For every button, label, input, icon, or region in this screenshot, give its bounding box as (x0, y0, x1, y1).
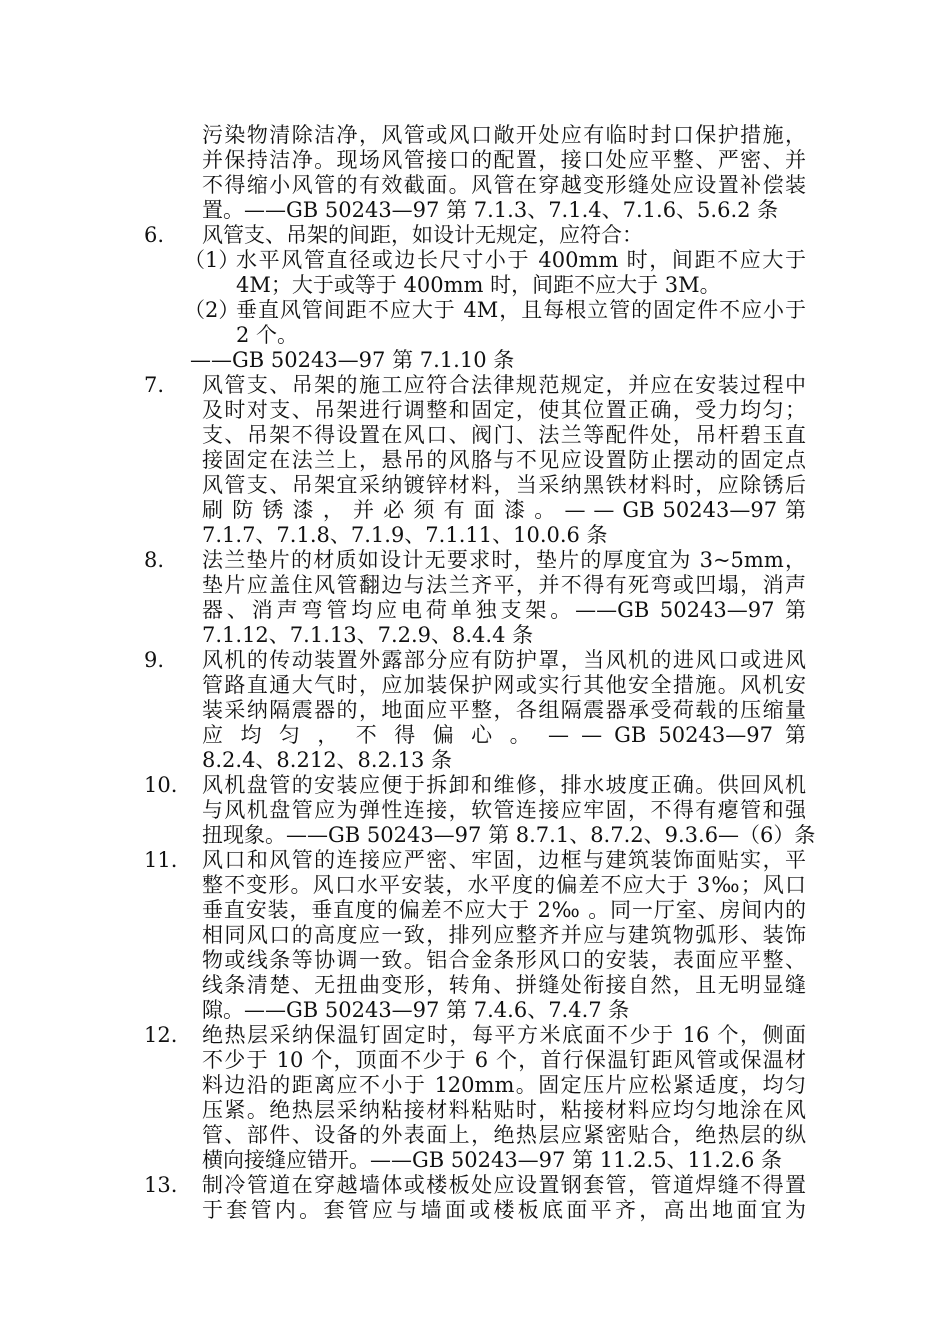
item-7-line: 支、吊架不得设置在风口、阀门、法兰等配件处，吊杆碧玉直 (202, 423, 806, 447)
item-10-line: 风机盘管的安装应便于拆卸和维修，排水坡度正确。供回风机 (202, 773, 806, 797)
item-8-line: 7.1.12、7.1.13、7.2.9、8.4.4 条 (202, 623, 534, 647)
item-11-number: 11. (144, 848, 178, 872)
intro-line-2: 并保持洁净。现场风管接口的配置，接口处应平整、严密、并 (202, 148, 806, 172)
item-8-line: 法兰垫片的材质如设计无要求时，垫片的厚度宜为 3~5mm， (202, 548, 806, 572)
item-7-line: 接固定在法兰上，悬吊的风胳与不见应设置防止摆动的固定点 (202, 448, 806, 472)
item-10-line: 扭现象。——GB 50243—97 第 8.7.1、8.7.2、9.3.6—（6）条 (202, 823, 816, 847)
item-11-line: 风口和风管的连接应严密、牢固，边框与建筑装饰面贴实，平 (202, 848, 806, 872)
item-11-line: 相同风口的高度应一致，排列应整齐并应与建筑物弧形、装饰 (202, 923, 806, 947)
item-10-number: 10. (144, 773, 178, 797)
item-7-line: 风管支、吊架宜采纳镀锌材料，当采纳黑铁材料时，应除锈后 (202, 473, 806, 497)
item-9-number: 9. (144, 648, 165, 672)
item-6-sub1-mark: （1） (184, 248, 240, 272)
item-6-sub1-line-1: 水平风管直径或边长尺寸小于 400mm 时，间距不应大于 (236, 248, 806, 272)
item-10-line: 与风机盘管应为弹性连接，软管连接应牢固，不得有瘪管和强 (202, 798, 806, 822)
item-13-number: 13. (144, 1173, 178, 1197)
item-11-line: 垂直安装，垂直度的偏差不应大于 2‰ 。同一厅室、房间内的 (202, 898, 806, 922)
item-11-line: 整不变形。风口水平安装，水平度的偏差不应大于 3‰；风口 (202, 873, 806, 897)
intro-line-1: 污染物清除洁净，风管或风口敞开处应有临时封口保护措施， (202, 123, 806, 147)
item-7-line: 7.1.7、7.1.8、7.1.9、7.1.11、10.0.6 条 (202, 523, 608, 547)
item-11-line: 线条清楚、无扭曲变形，转角、拼缝处衔接自然，且无明显缝 (202, 973, 806, 997)
item-7-line: 风管支、吊架的施工应符合法律规范规定，并应在安装过程中 (202, 373, 806, 397)
item-6-sub2-line-2: 2 个。 (236, 323, 299, 347)
item-6-text: 风管支、吊架的间距，如设计无规定，应符合： (202, 223, 643, 247)
item-8-line: 器、消声弯管均应电荷单独支架。——GB 50243—97 第 (202, 598, 806, 622)
item-6-reference: ——GB 50243—97 第 7.1.10 条 (190, 348, 515, 372)
item-12-line: 料边沿的距离应不小于 120mm。固定压片应松紧适度，均匀 (202, 1073, 806, 1097)
intro-line-4: 置。——GB 50243—97 第 7.1.3、7.1.4、7.1.6、5.6.2 条 (202, 198, 779, 222)
item-9-line: 风机的传动装置外露部分应有防护罩，当风机的进风口或进风 (202, 648, 806, 672)
item-7-line: 及时对支、吊架进行调整和固定，使其位置正确，受力均匀； (202, 398, 806, 422)
item-12-line: 管、部件、设备的外表面上，绝热层应紧密贴合，绝热层的纵 (202, 1123, 806, 1147)
item-13-line: 制冷管道在穿越墙体或楼板处应设置钢套管，管道焊缝不得置 (202, 1173, 806, 1197)
item-8-line: 垫片应盖住风管翻边与法兰齐平，并不得有死弯或凹塌，消声 (202, 573, 806, 597)
item-6-number: 6. (144, 223, 165, 247)
intro-line-3: 不得缩小风管的有效截面。风管在穿越变形缝处应设置补偿装 (202, 173, 806, 197)
item-6-sub2-mark: （2） (184, 298, 240, 322)
item-12-line: 横向接缝应错开。——GB 50243—97 第 11.2.5、11.2.6 条 (202, 1148, 783, 1172)
item-6-sub1-line-2: 4M；大于或等于 400mm 时，间距不应大于 3M。 (236, 273, 721, 297)
item-12-number: 12. (144, 1023, 178, 1047)
item-7-line: 刷 防 锈 漆 ， 并 必 须 有 面 漆 。 — — GB 50243—97 第 (202, 498, 806, 522)
item-12-line: 压紧。绝热层采纳粘接材料粘贴时，粘接材料应均匀地涂在风 (202, 1098, 806, 1122)
item-8-number: 8. (144, 548, 165, 572)
item-11-line: 物或线条等协调一致。铝合金条形风口的安装，表面应平整、 (202, 948, 806, 972)
item-9-line: 管路直通大气时，应加装保护网或实行其他安全措施。风机安 (202, 673, 806, 697)
item-6-sub2-line-1: 垂直风管间距不应大于 4M，且每根立管的固定件不应小于 (236, 298, 806, 322)
item-9-line: 装采纳隔震器的，地面应平整，各组隔震器承受荷载的压缩量 (202, 698, 806, 722)
item-9-line: 应 均 匀 ， 不 得 偏 心 。 — — GB 50243—97 第 (202, 723, 806, 747)
item-9-line: 8.2.4、8.212、8.2.13 条 (202, 748, 453, 772)
item-12-line: 绝热层采纳保温钉固定时，每平方米底面不少于 16 个，侧面 (202, 1023, 806, 1047)
item-11-line: 隙。——GB 50243—97 第 7.4.6、7.4.7 条 (202, 998, 630, 1022)
item-12-line: 不少于 10 个，顶面不少于 6 个，首行保温钉距风管或保温材 (202, 1048, 806, 1072)
item-7-number: 7. (144, 373, 165, 397)
item-13-line: 于套管内。套管应与墙面或楼板底面平齐，高出地面宜为 (202, 1198, 806, 1222)
